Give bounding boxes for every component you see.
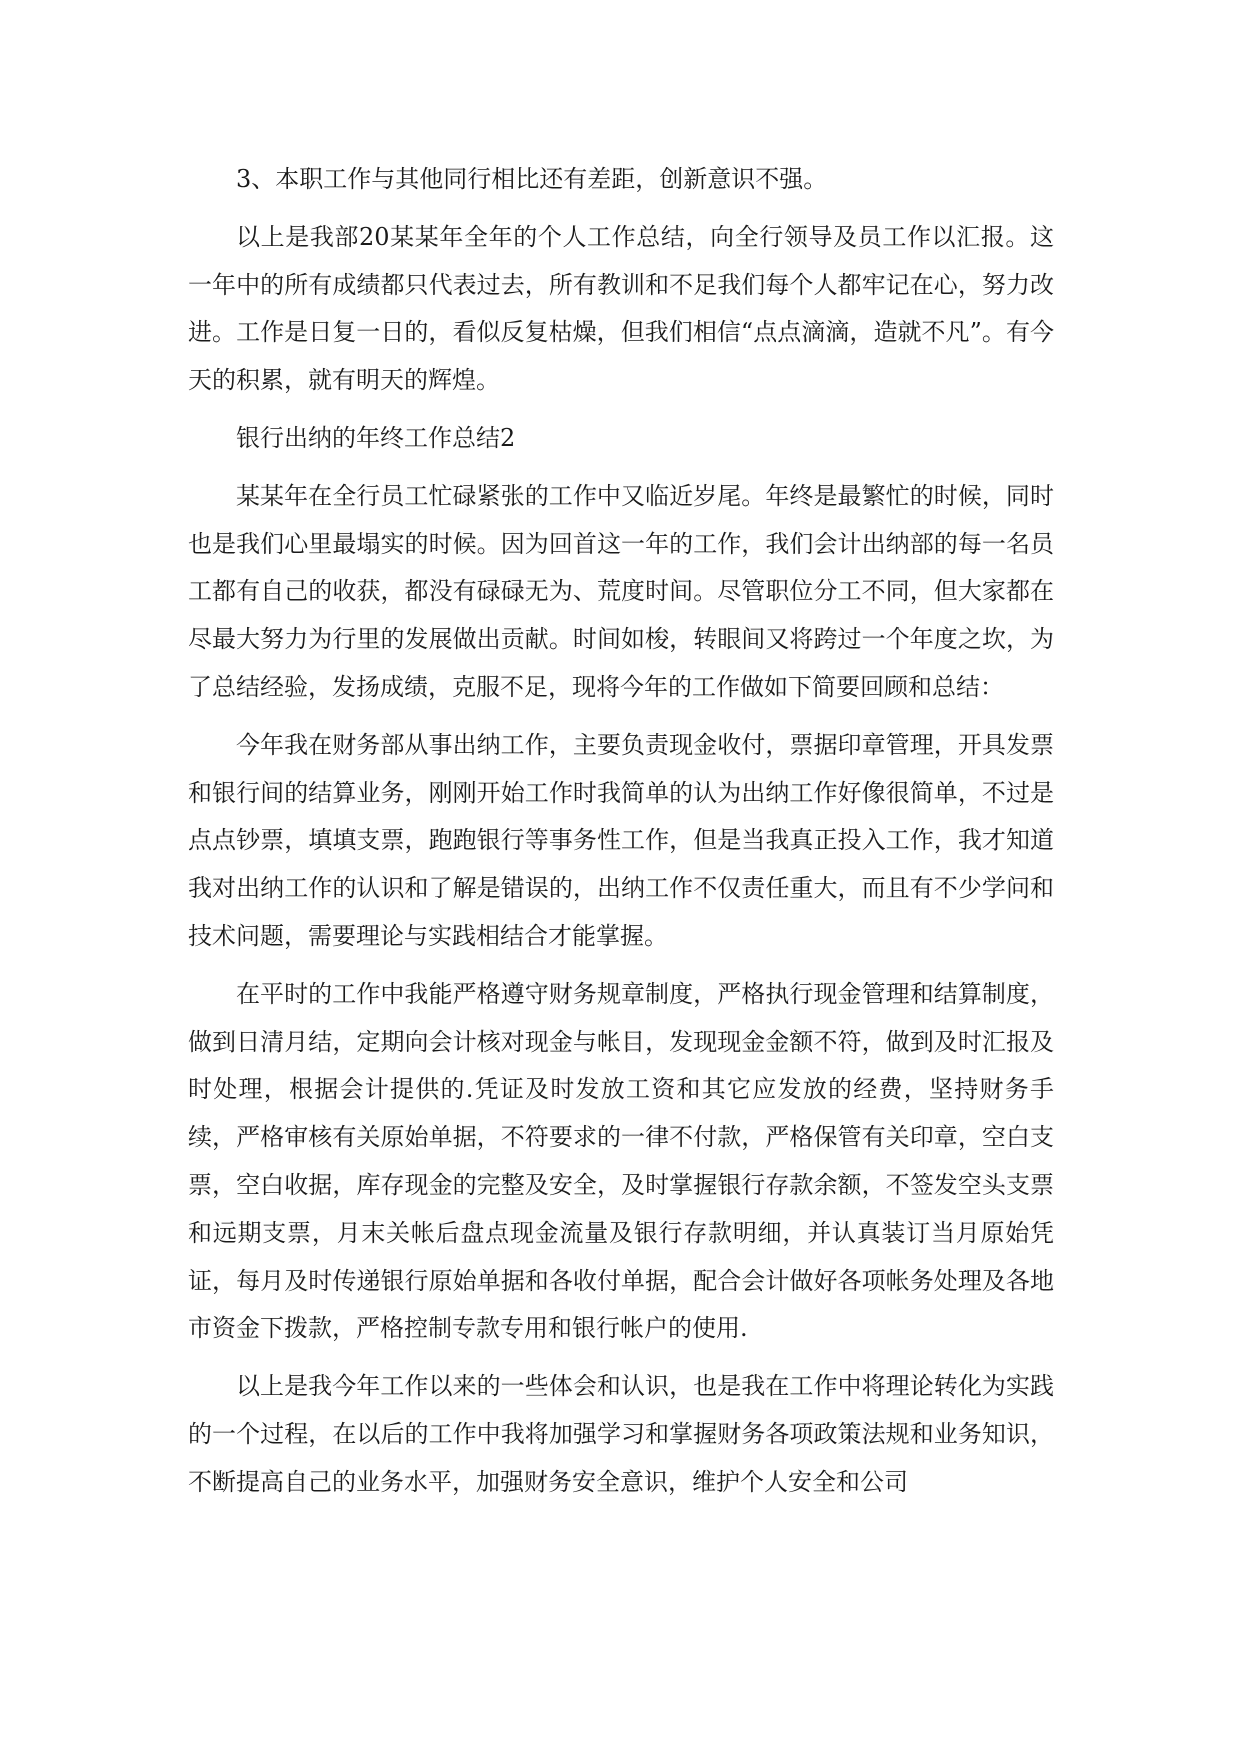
document-body xyxy=(188,156,1054,1517)
reflection-paragraph: 以上是我今年工作以来的一些体会和认识，也是我在工作中将理论转化为实践的一个过程，在以后的工作中我将加强学习和掌握财务各项政策法规和业务知识，不断提高自己的业务水平，加强财务安全意识，维护个人安全和公司 xyxy=(188,1372,1054,1496)
summary-closing-paragraph: 以上是我部20某某年全年的个人工作总结，向全行领导及员工作以汇报。这一年中的所有成绩都只代表过去，所有教训和不足我们每个人都牢记在心，努力改进。工作是日复一日的，看似反复枯燥，但我们相信“点点滴滴，造就不凡”。有今天的积累，就有明天的辉煌。 xyxy=(188,222,1054,395)
job-description-paragraph: 今年我在财务部从事出纳工作，主要负责现金收付，票据印章管理，开具发票和银行间的结算业务，刚刚开始工作时我简单的认为出纳工作好像很简单，不过是点点钞票，填填支票，跑跑银行等事务性工作，但是当我真正投入工作，我才知道我对出纳工作的认识和了解是错误的，出纳工作不仅责任重大，而且有不少学问和技术问题，需要理论与实践相结合才能掌握。 xyxy=(188,730,1054,950)
section-title: 银行出纳的年终工作总结2 xyxy=(236,423,516,452)
daily-work-paragraph: 在平时的工作中我能严格遵守财务规章制度，严格执行现金管理和结算制度，做到日清月结，定期向会计核对现金与帐目，发现现金金额不符，做到及时汇报及时处理，根据会计提供的.凭证及时发放工资和其它应发放的经费，坚持财务手续，严格审核有关原始单据，不符要求的一律不付款，严格保管有关印章，空白支票，空白收据，库存现金的完整及安全，及时掌握银行存款余额，不签发空头支票和远期支票，月末关帐后盘点现金流量及银行存款明细，并认真装订当月原始凭证，每月及时传递银行原始单据和各收付单据，配合会计做好各项帐务处理及各地市资金下拨款，严格控制专款专用和银行帐户的使用. xyxy=(188,979,1054,1343)
paragraph-item-3: 3、本职工作与其他同行相比还有差距，创新意识不强。 xyxy=(236,165,828,193)
intro-paragraph: 某某年在全行员工忙碌紧张的工作中又临近岁尾。年终是最繁忙的时候，同时也是我们心里最塌实的时候。因为回首这一年的工作，我们会计出纳部的每一名员工都有自己的收获，都没有碌碌无为、荒度时间。尽管职位分工不同，但大家都在尽最大努力为行里的发展做出贡献。时间如梭，转眼间又将跨过一个年度之坎，为了总结经验，发扬成绩，克服不足，现将今年的工作做如下简要回顾和总结： xyxy=(188,481,1054,701)
